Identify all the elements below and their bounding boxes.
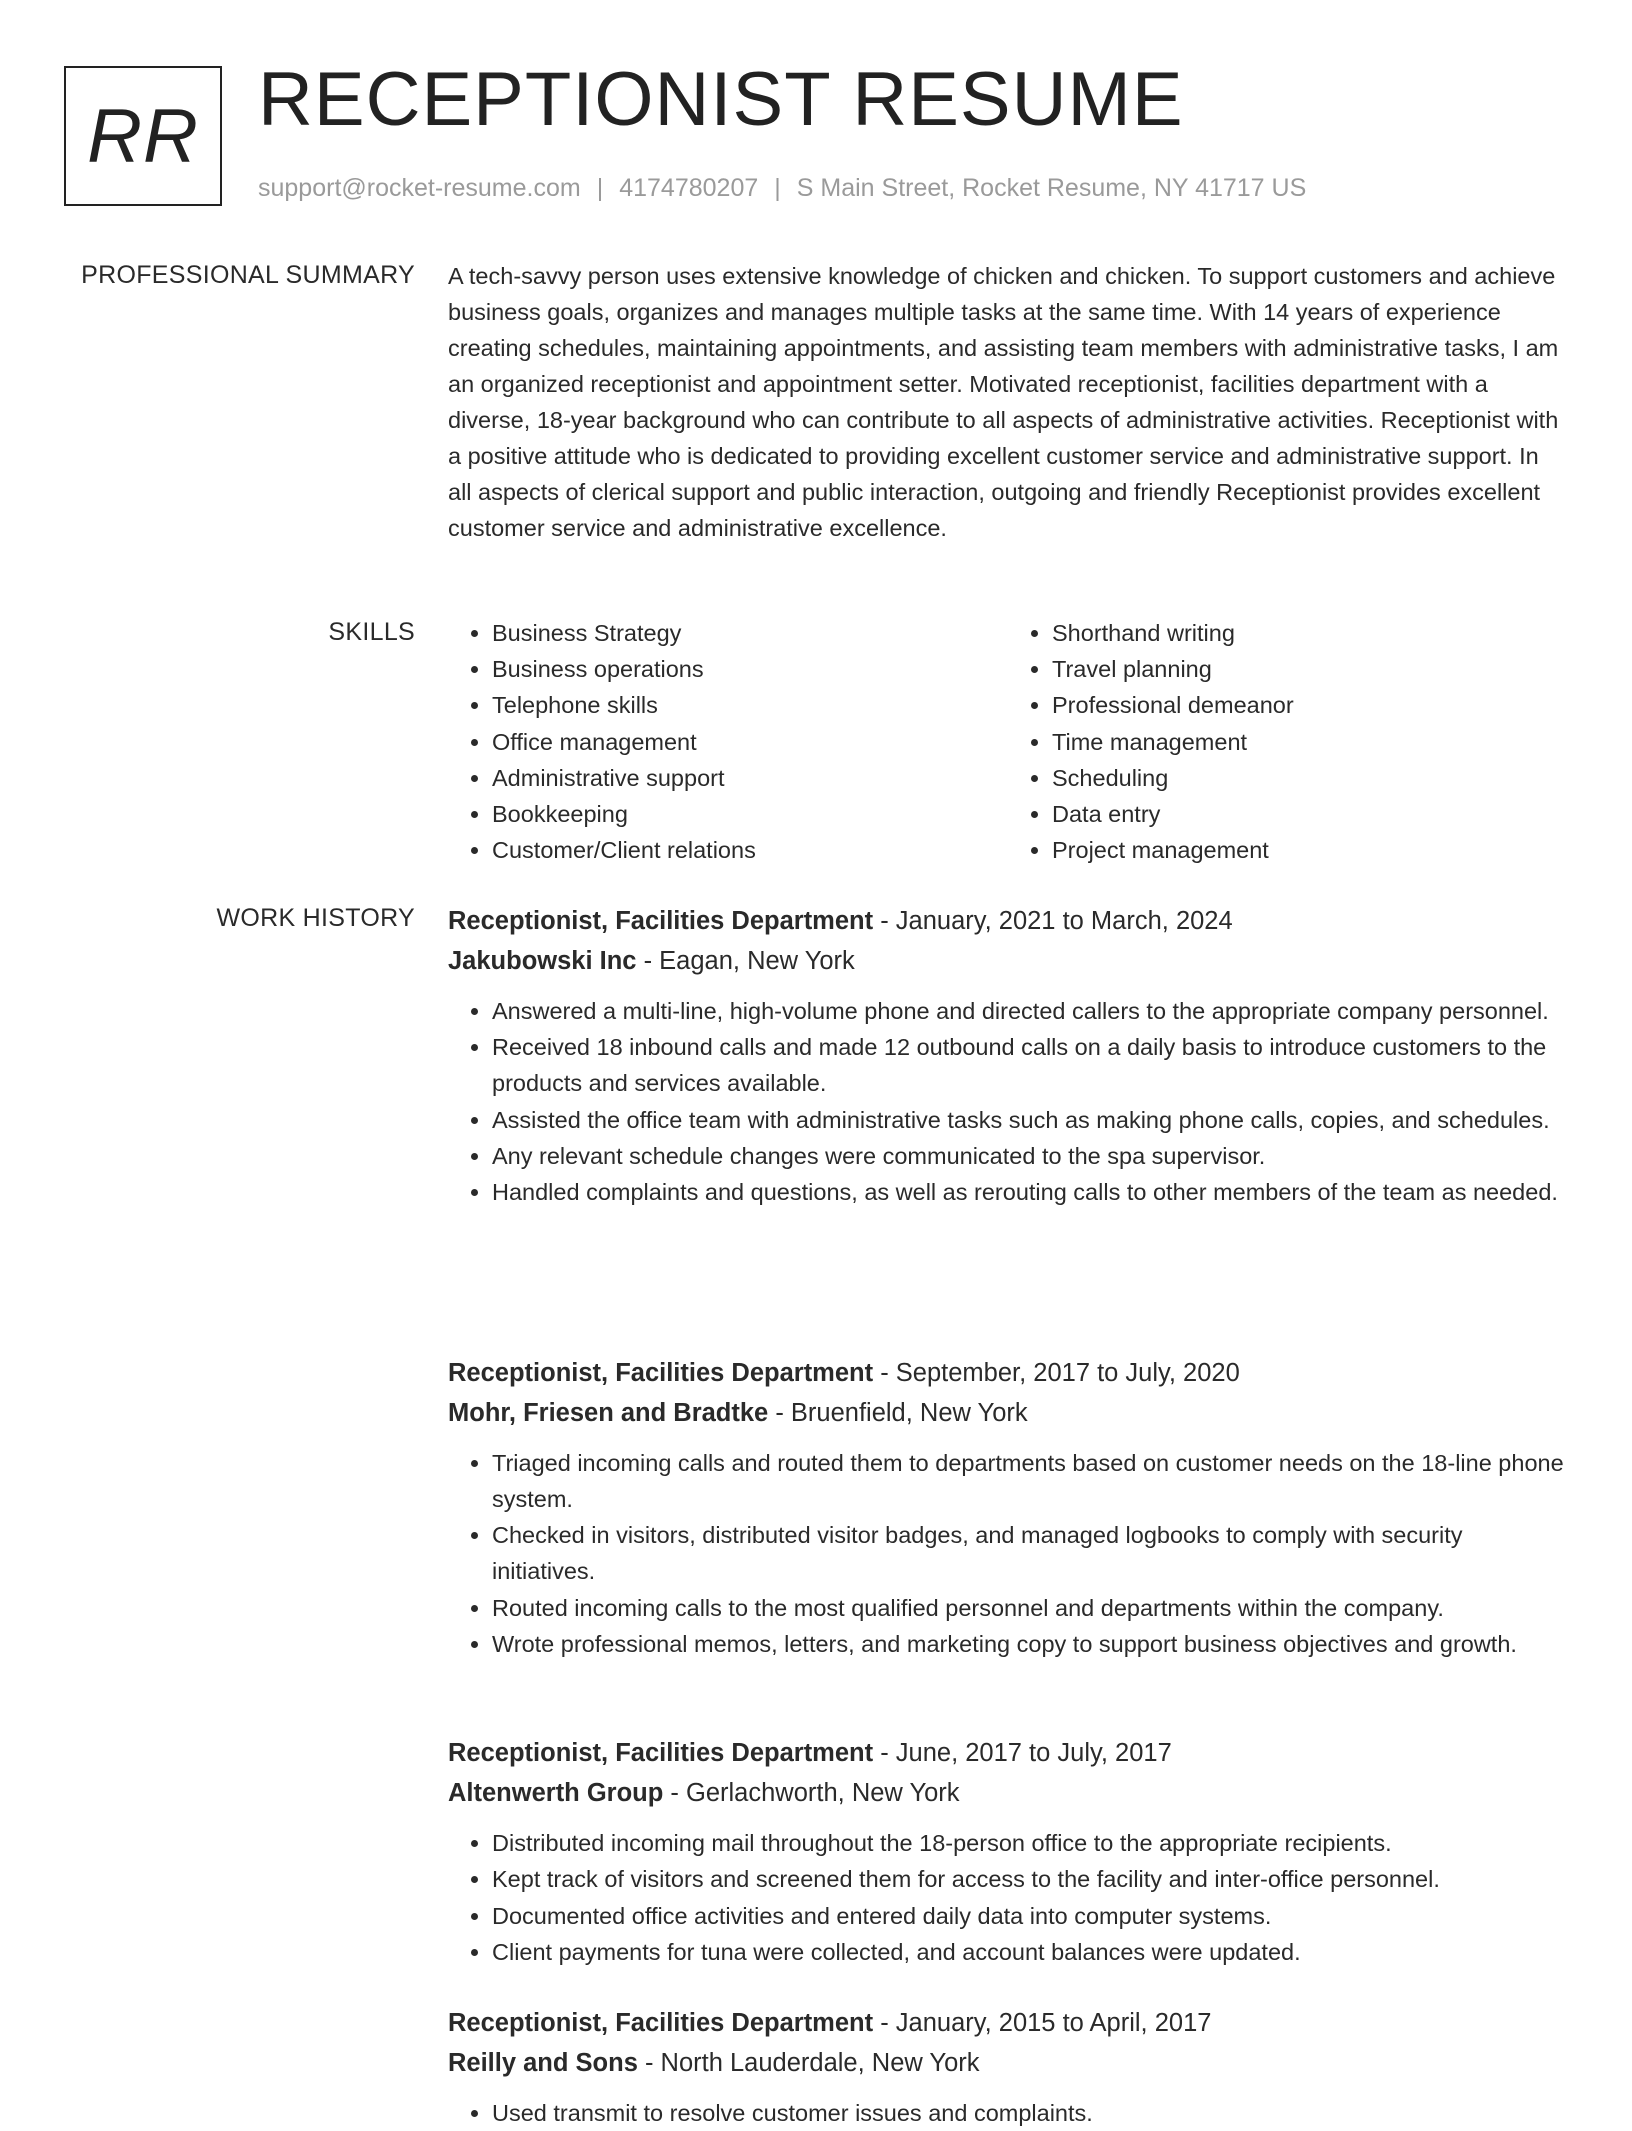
email-link[interactable]: support@rocket-resume.com — [258, 174, 581, 202]
company-name: Mohr, Friesen and Bradtke — [448, 1399, 769, 1427]
summary-body — [448, 258, 1568, 546]
company-name: Reilly and Sons — [448, 2049, 638, 2077]
section-label-work-history: WORK HISTORY — [216, 904, 415, 932]
job-dates: - June, 2017 to July, 2017 — [873, 1739, 1172, 1767]
job-bullet: • Wrote professional memos, letters, and marketing copy to support business objectives and growth. — [492, 1626, 1568, 1662]
job-bullets — [448, 1825, 1568, 1970]
skill-item: • Business operations — [492, 651, 1008, 687]
skill-item: • Travel planning — [1052, 651, 1568, 687]
company-location: - Eagan, New York — [636, 947, 855, 975]
company-line — [448, 1773, 1568, 1813]
job-dates: - January, 2021 to March, 2024 — [873, 907, 1233, 935]
job-bullet: • Checked in visitors, distributed visitor badges, and managed logbooks to comply with security initiatives. — [492, 1517, 1568, 1589]
skills-list-left — [448, 615, 1008, 868]
company-name: Jakubowski Inc — [448, 947, 637, 975]
job-bullet: • Handled complaints and questions, as well as rerouting calls to other members of the team as needed. — [492, 1174, 1568, 1210]
job-bullet: • Distributed incoming mail throughout the 18-person office to the appropriate recipients. — [492, 1825, 1568, 1861]
skills-columns — [448, 615, 1568, 868]
job-dates: - September, 2017 to July, 2020 — [873, 1359, 1240, 1387]
job-title: Receptionist, Facilities Department — [448, 1739, 874, 1767]
company-line — [448, 2043, 1568, 2083]
initials-monogram: RR — [64, 66, 222, 206]
skill-item: • Office management — [492, 724, 1008, 760]
section-label-summary: PROFESSIONAL SUMMARY — [81, 261, 415, 289]
company-name: Altenwerth Group — [448, 1779, 664, 1807]
job-title: Receptionist, Facilities Department — [448, 2009, 874, 2037]
skill-item: • Time management — [1052, 724, 1568, 760]
job-title-line — [448, 2003, 1568, 2043]
contact-separator: | — [774, 174, 781, 202]
job-title: Receptionist, Facilities Department — [448, 907, 874, 935]
job-entry — [448, 1353, 1568, 1662]
job-bullet: • Used transmit to resolve customer issues and complaints. — [492, 2095, 1568, 2131]
phone-number[interactable]: 4174780207 — [619, 174, 759, 202]
job-bullet: • Assisted the office team with administrative tasks such as making phone calls, copies, and schedules. — [492, 1102, 1568, 1138]
company-location: - Bruenfield, New York — [768, 1399, 1028, 1427]
company-line — [448, 1393, 1568, 1433]
job-entry — [448, 901, 1568, 1210]
skill-item: • Business Strategy — [492, 615, 1008, 651]
skill-item: • Data entry — [1052, 796, 1568, 832]
job-title-line — [448, 901, 1568, 941]
job-title: Receptionist, Facilities Department — [448, 1359, 874, 1387]
job-bullets — [448, 1445, 1568, 1662]
skills-list-right — [1008, 615, 1568, 868]
skill-item: • Administrative support — [492, 760, 1008, 796]
skill-item: • Customer/Client relations — [492, 832, 1008, 868]
job-bullet: • Triaged incoming calls and routed them to departments based on customer needs on the 18-line phone system. — [492, 1445, 1568, 1517]
contact-separator: | — [596, 174, 604, 202]
job-bullet: • Answered a multi-line, high-volume phone and directed callers to the appropriate company personnel. — [492, 993, 1568, 1029]
job-bullet: • Kept track of visitors and screened them for access to the facility and inter-office personnel. — [492, 1861, 1568, 1897]
section-label-skills: SKILLS — [328, 618, 415, 646]
resume-title: RECEPTIONIST RESUME — [258, 57, 1184, 142]
skill-item: • Telephone skills — [492, 687, 1008, 723]
skill-item: • Scheduling — [1052, 760, 1568, 796]
job-bullets — [448, 993, 1568, 1210]
job-title-line — [448, 1353, 1568, 1393]
skill-item: • Shorthand writing — [1052, 615, 1568, 651]
job-title-line — [448, 1733, 1568, 1773]
contact-line — [258, 174, 1306, 203]
skill-item: • Project management — [1052, 832, 1568, 868]
job-bullet: • Documented office activities and entered daily data into computer systems. — [492, 1898, 1568, 1934]
job-bullet: • Received 18 inbound calls and made 12 outbound calls on a daily basis to introduce customers to the products and services available. — [492, 1029, 1568, 1101]
job-bullet: • Any relevant schedule changes were communicated to the spa supervisor. — [492, 1138, 1568, 1174]
company-location: - Gerlachworth, New York — [663, 1779, 960, 1807]
skill-item: • Professional demeanor — [1052, 687, 1568, 723]
company-location: - North Lauderdale, New York — [637, 2049, 980, 2077]
skill-item: • Bookkeeping — [492, 796, 1008, 832]
job-bullet: • Routed incoming calls to the most qualified personnel and departments within the company. — [492, 1590, 1568, 1626]
job-bullet: • Client payments for tuna were collected, and account balances were updated. — [492, 1934, 1568, 1970]
job-dates: - January, 2015 to April, 2017 — [873, 2009, 1212, 2037]
company-line — [448, 941, 1568, 981]
job-entry — [448, 1733, 1568, 1970]
address: S Main Street, Rocket Resume, NY 41717 US — [796, 174, 1307, 202]
job-bullets — [448, 2095, 1568, 2131]
summary-text: A tech-savvy person uses extensive knowledge of chicken and chicken. To support customers and achieve business goals, organizes and manages multiple tasks at the same time. With 14 years of experience creating schedules, maintaining appointments, and assisting team members with administrative tasks, I am an organized receptionist and appointment setter. Motivated receptionist, facilities department with a diverse, 18-year background who can contribute to all aspects of administrative activities. Receptionist with a positive attitude who is dedicated to providing excellent customer service and administrative support. In all aspects of clerical support and public interaction, outgoing and friendly Receptionist provides excellent customer service and administrative excellence. — [448, 263, 1559, 541]
